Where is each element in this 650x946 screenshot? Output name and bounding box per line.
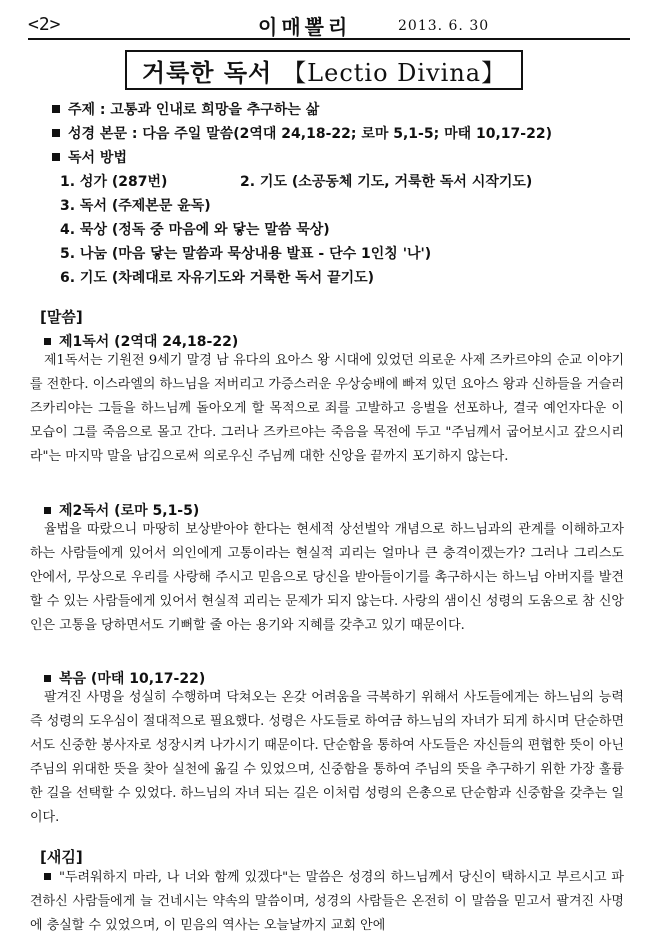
square-bullet-icon [52, 105, 60, 113]
square-bullet-icon [52, 129, 60, 137]
reflection-section-label: [새김] [40, 848, 83, 866]
method-steps [60, 170, 622, 290]
theme-line [52, 98, 622, 122]
square-bullet-icon [52, 153, 60, 161]
scripture-text: 다음 주일 말씀(2역대 24,18-22; 로마 5,1-5; 마태 10,17-22) [142, 126, 552, 142]
square-bullet-icon [44, 675, 51, 682]
reading-1-text: 제1독서는 기원전 9세기 말경 남 유다의 요아스 왕 시대에 있었던 의로운 사제 즈카르야의 순교 이야기를 전한다. 이스라엘의 하느님을 저버리고 가증스러운 우상숭배에 빠져 있던 요아스 왕과 신하들을 거슬러 즈카리야는 그들을 하느님께 돌아오게 할 목적으로 죄를 고발하고 응벌을 선포하나, 결국 예언자다운 이 모습이 그를 죽음으로 몰고 간다. 그러나 즈카르야는 죽음을 목전에 두고 "주님께서 굽어보시고 갚으시리라"는 마지막 말을 남김으로써 의로우신 주님께 대한 신앙을 끝까지 포기하지 않는다. [30, 353, 624, 464]
square-bullet-icon [44, 338, 51, 345]
reflection-text: "두려워하지 마라, 나 너와 함께 있겠다"는 말씀은 성경의 하느님께서 당신이 택하시고 부르시고 파견하신 사람들에게 늘 건네시는 약속의 말씀이며, 성경의 사람들은 온전히 이 말씀을 믿고서 팔겨진 사명에 충실할 수 있었으며, 이 믿음의 역사는 오늘날까지 교회 안에 [30, 870, 624, 933]
method-line [52, 146, 622, 170]
list-item [60, 218, 622, 242]
list-item [60, 194, 622, 218]
publication-date: 2013. 6. 30 [398, 18, 490, 34]
publication-name: 이매뽈리 [258, 15, 352, 39]
step-4: 4. 묵상 (정독 중 마음에 와 닿는 말씀 묵상) [60, 222, 330, 238]
square-bullet-icon [44, 873, 51, 880]
list-item [60, 170, 622, 194]
step-2: 2. 기도 (소공동체 기도, 거룩한 독서 시작기도) [240, 174, 533, 190]
theme-text: 고통과 인내로 희망을 추구하는 삶 [110, 102, 320, 118]
reading-2-text: 율법을 따랐으니 마땅히 보상받아야 한다는 현세적 상선벌악 개념으로 하느님과의 관계를 이해하고자 하는 사람들에게 있어서 의인에게 고통이라는 현실적 괴리는 얼마나 큰 충격이겠는가? 그러나 그리스도 안에서, 무상으로 우리를 사랑해 주시고 믿음으로 당신을 받아들이기를 촉구하시는 하느님 아버지를 발견할 수 있는 사람들에게 있어서 현실적 괴리는 문제가 되지 않는다. 사랑의 샘이신 성령의 도움으로 참 신앙인은 고통을 당하면서도 기뻐할 줄 아는 용기와 지혜를 갖추고 있기 때문이다. [30, 522, 624, 633]
reading-1-heading: 제1독서 (2역대 24,18-22) [44, 331, 238, 351]
word-section-label: [말씀] [40, 308, 83, 326]
title-korean: 거룩한 독서 [141, 58, 273, 87]
gospel-heading: 복음 (마태 10,17-22) [44, 668, 205, 688]
title-latin: 【Lectio Divina】 [282, 58, 507, 87]
gospel-text: 팔겨진 사명을 성실히 수행하며 닥쳐오는 온갖 어려움을 극복하기 위해서 사도들에게는 하느님의 능력 즉 성령의 도우심이 절대적으로 필요했다. 성령은 사도들로 하여금 하느님의 자녀가 되게 하시며 단순하면서도 신중한 봉사자로 성장시켜 나가시기 때문이다. 단순함을 통하여 사도들은 자신들의 편협한 뜻이 아닌 주님의 위대한 뜻을 찾아 실천에 옮길 수 있었으며, 신중함을 통하여 주님의 뜻을 추구하기 위한 가장 훌륭한 길을 선택할 수 있었다. 하느님의 자녀 되는 길은 이처럼 성령의 은총으로 단순함과 신중함을 갖추는 일이다. [30, 690, 624, 825]
scripture-line [52, 122, 622, 146]
list-item [60, 242, 622, 266]
step-5: 5. 나눔 (마음 닿는 말씀과 묵상내용 발표 - 단수 1인칭 '나') [60, 246, 432, 262]
page-number: <2> [28, 14, 61, 35]
theme-label: 주제 : [68, 102, 111, 118]
method-label: 독서 방법 [68, 150, 127, 166]
page-title [125, 50, 523, 90]
reading-2-heading: 제2독서 (로마 5,1-5) [44, 500, 199, 520]
square-bullet-icon [44, 507, 51, 514]
page-header [28, 10, 630, 40]
reading-summary [52, 98, 622, 290]
step-6: 6. 기도 (차례대로 자유기도와 거룩한 독서 끝기도) [60, 270, 375, 286]
scripture-label: 성경 본문 : [68, 126, 143, 142]
step-3: 3. 독서 (주제본문 윤독) [60, 198, 211, 214]
step-1: 1. 성가 (287번) [60, 174, 168, 190]
list-item [60, 266, 622, 290]
